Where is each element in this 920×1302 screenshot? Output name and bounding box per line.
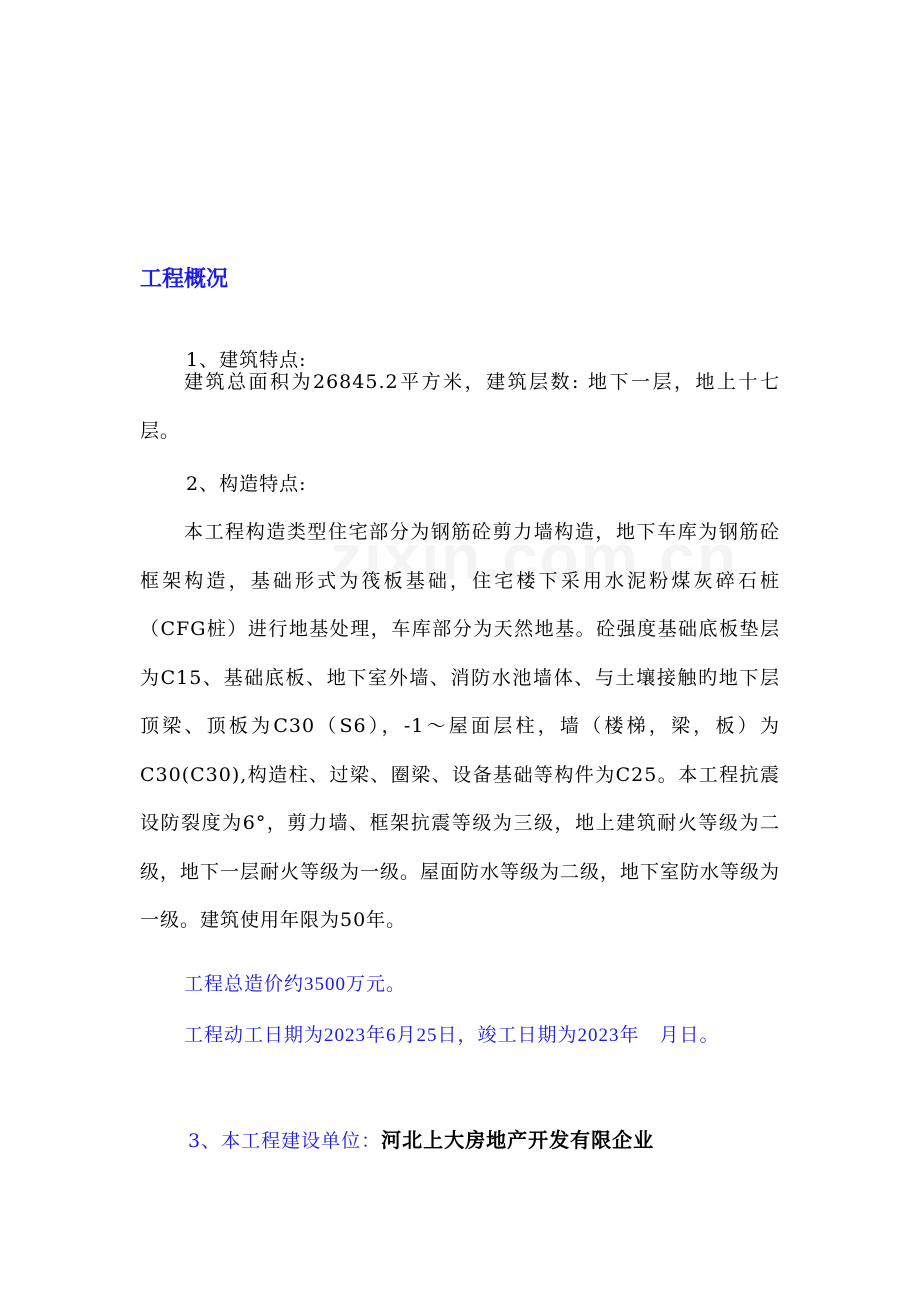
section-2-title: 2、构造特点: bbox=[186, 473, 307, 495]
section-3-heading bbox=[188, 1124, 654, 1153]
project-cost: 工程总造价约3500万元。 bbox=[184, 974, 407, 995]
section-3-label: 3、本工程建设单位： bbox=[188, 1130, 382, 1152]
project-schedule: 工程动工日期为2023年6月25日，竣工日期为2023年 月日。 bbox=[184, 1025, 720, 1046]
page-title: 工程概况 bbox=[140, 267, 229, 292]
developer-name: 河北上大房地产开发有限企业 bbox=[381, 1128, 655, 1152]
section-1-title: 1、建筑特点: bbox=[186, 349, 307, 371]
section-2-body: 本工程构造类型住宅部分为钢筋砼剪力墙构造，地下车库为钢筋砼框架构造，基础形式为筏板基础，住宅楼下采用水泥粉煤灰碎石桩（CFG桩）进行地基处理，车库部分为天然地基。砼强度基础底板垫层为C15、基础底板、地下室外墙、消防水池墙体、与土壤接触旳地下层顶梁、顶板为C30（S6），-1～屋面层柱，墙（楼梯，梁，板）为C30(C30),构造柱、过梁、圈梁、设备基础等构件为C25。本工程抗震设防裂度为6°，剪力墙、框架抗震等级为三级，地上建筑耐火等级为二级，地下一层耐火等级为一级。屋面防水等级为二级，地下室防水等级为一级。建筑使用年限为50年。 bbox=[140, 521, 781, 931]
section-1-body: 建筑总面积为26845.2平方米，建筑层数: 地下一层，地上十七层。 bbox=[140, 371, 780, 442]
